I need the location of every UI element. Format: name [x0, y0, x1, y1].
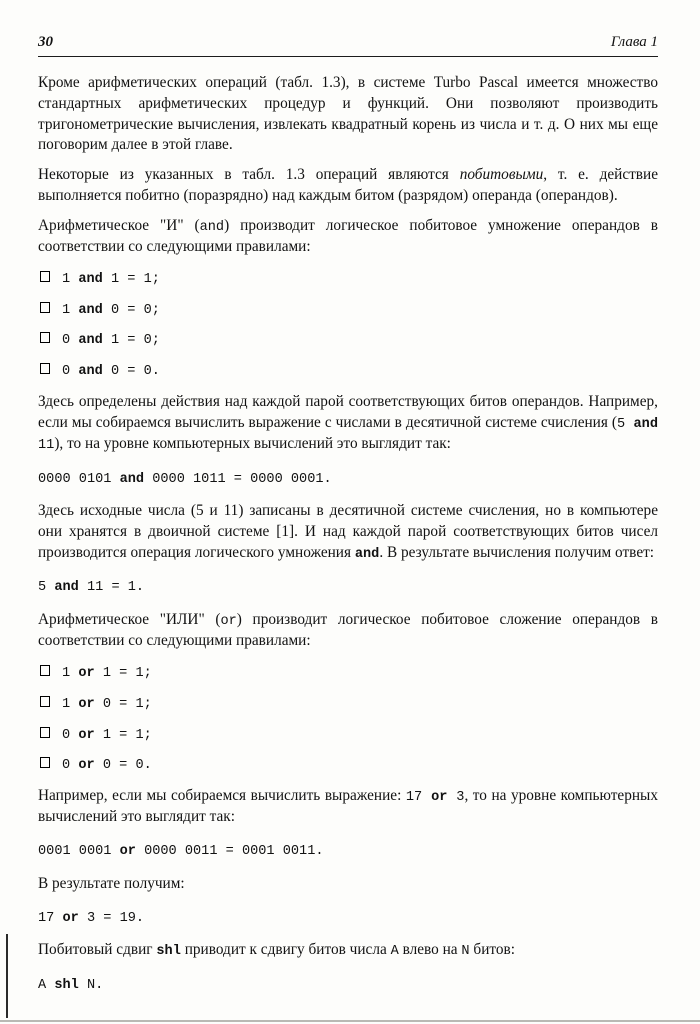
code-line	[38, 469, 658, 489]
bullet-square-icon	[40, 757, 50, 768]
paragraph	[38, 73, 658, 156]
text-run: 1 = 1;	[94, 666, 152, 682]
text-run: and	[78, 333, 103, 349]
bullet-square-icon	[40, 727, 50, 738]
text-run: 3 = 19.	[78, 910, 145, 926]
bullet-item	[38, 663, 658, 683]
text-run: 0 = 1;	[94, 696, 152, 712]
code-line	[38, 908, 658, 928]
text-run: В результате получим:	[38, 874, 185, 892]
text-run: битов:	[469, 941, 515, 959]
paragraph	[38, 392, 658, 456]
text-run: 0 = 0.	[102, 364, 160, 380]
text-run: or	[78, 758, 95, 774]
text-run: 0	[62, 364, 79, 380]
bullet-text	[62, 330, 160, 350]
text-run: N	[461, 944, 470, 960]
text-run: 0 = 0;	[102, 302, 160, 318]
text-run: 1 = 1;	[102, 272, 160, 288]
text-run: приводит к сдвигу битов числа	[180, 941, 391, 959]
text-run: or	[119, 844, 136, 860]
paragraph	[38, 874, 658, 895]
text-run: Здесь определены действия над каждой парой соответствующих битов операндов. Например, если мы собираемся вычислить выражение с числами в десятичной системе счисления (	[38, 392, 658, 431]
text-run: ) производит логическое побитовое умножение операндов в соответствии со следующими правилами:	[38, 216, 658, 256]
text-run: 0	[62, 333, 79, 349]
bullet-text	[62, 269, 160, 289]
text-run: shl	[54, 977, 79, 993]
text-run: or	[78, 696, 95, 712]
paragraph	[38, 786, 658, 828]
text-run: and	[78, 302, 103, 318]
text-run: 1	[62, 696, 79, 712]
text-run: 0000 0011 = 0001 0011.	[135, 844, 324, 860]
bullet-text	[62, 663, 152, 683]
text-run: Например, если мы собираемся вычислить выражение:	[38, 786, 406, 804]
text-run: , то на уровне компьютерных вычислений это выглядит так:	[38, 786, 658, 826]
bullet-item	[38, 300, 658, 320]
text-run: Здесь исходные числа (5 и 11) записаны в десятичной системе счисления, но в компьютере они хранятся в двоичной системе [1]. И над каждой парой соответствующих битов чисел производится операция логического умножения	[38, 502, 658, 561]
text-run: , т. е. действие выполняется побитно (поразрядно) над каждым битом (разрядом) операнда (операндов).	[38, 166, 658, 204]
text-run: and	[78, 272, 103, 288]
text-run: and	[78, 364, 103, 380]
text-run: A	[38, 977, 55, 993]
text-run: N.	[78, 977, 104, 993]
text-run: побитовыми	[459, 166, 544, 184]
bullet-item	[38, 755, 658, 775]
text-run: and	[54, 580, 79, 596]
text-run: 1	[62, 666, 79, 682]
page-number: 30	[38, 34, 53, 50]
bullet-text	[62, 300, 160, 320]
bullet-text	[62, 361, 160, 381]
text-run: Арифметическое "И" (	[38, 216, 200, 234]
text-run: Арифметическое "ИЛИ" (	[38, 610, 221, 628]
text-run: Кроме арифметических операций (табл. 1.3), в системе Turbo Pascal имеется множество стандартных арифметических процедур и функций. Они позволяют производить тригонометрические вычисления, извлекать квадратный корень из числа и т. д. О них мы еще поговорим далее в этой главе.	[38, 74, 658, 154]
text-run: 0001 0001	[38, 844, 120, 860]
text-run: 11	[38, 438, 55, 454]
text-run: 1 = 0;	[102, 333, 160, 349]
bullet-item	[38, 725, 658, 745]
bullet-square-icon	[40, 665, 50, 676]
text-run: 0	[62, 758, 79, 774]
scan-edge-artifact	[0, 1020, 700, 1022]
bullet-text	[62, 725, 152, 745]
bullet-square-icon	[40, 332, 50, 343]
text-run: Побитовый сдвиг	[38, 941, 157, 959]
paragraph	[38, 216, 658, 258]
text-run: 0000 0101	[38, 471, 120, 487]
bullet-text	[62, 755, 152, 775]
paragraph	[38, 610, 658, 652]
code-line	[38, 841, 658, 861]
text-run: влево на	[398, 941, 462, 959]
text-run: and	[633, 416, 658, 432]
text-run: 5	[38, 580, 55, 596]
text-run: and	[119, 471, 145, 487]
text-run: and	[199, 219, 225, 235]
text-run: or	[62, 910, 79, 926]
bullet-item	[38, 361, 658, 381]
text-run: 0 = 0.	[94, 758, 152, 774]
text-run: 11 = 1.	[78, 580, 145, 596]
text-run: and	[354, 546, 380, 562]
text-run: 1	[62, 272, 79, 288]
text-run: or	[78, 666, 95, 682]
bullet-square-icon	[40, 696, 50, 707]
text-run: ) производит логическое побитовое сложение операндов в соответствии со следующими правилами:	[38, 610, 658, 650]
bullet-item	[38, 694, 658, 714]
text-run: 1	[62, 302, 79, 318]
chapter-title: Глава 1	[610, 34, 658, 50]
text-run: . В результате вычисления получим ответ:	[379, 543, 655, 561]
text-run: or	[220, 613, 237, 629]
code-line	[38, 577, 658, 597]
text-run: or	[431, 789, 448, 805]
paragraph	[38, 165, 658, 207]
bullet-text	[62, 694, 152, 714]
page-body	[38, 73, 658, 994]
text-run: 0000 1011 = 0000 0001.	[144, 471, 332, 487]
running-header	[38, 34, 658, 57]
scan-edge-artifact	[6, 934, 8, 1018]
text-run: shl	[156, 944, 181, 960]
bullet-item	[38, 330, 658, 350]
text-run: or	[78, 727, 95, 743]
text-run: 0	[62, 727, 79, 743]
text-run: 5	[617, 416, 634, 432]
text-run: A	[390, 944, 399, 960]
text-run: 1 = 1;	[94, 727, 152, 743]
bullet-square-icon	[40, 363, 50, 374]
text-run: ), то на уровне компьютерных вычислений это выглядит так:	[54, 435, 451, 453]
text-run: 17	[38, 910, 63, 926]
paragraph	[38, 501, 658, 564]
bullet-square-icon	[40, 302, 50, 313]
bullet-square-icon	[40, 271, 50, 282]
paragraph	[38, 940, 658, 961]
text-run: Некоторые из указанных в табл. 1.3 операций являются	[38, 166, 460, 184]
text-run: 17	[405, 789, 432, 805]
text-run: 3	[447, 789, 465, 805]
bullet-item	[38, 269, 658, 289]
code-line	[38, 975, 658, 995]
